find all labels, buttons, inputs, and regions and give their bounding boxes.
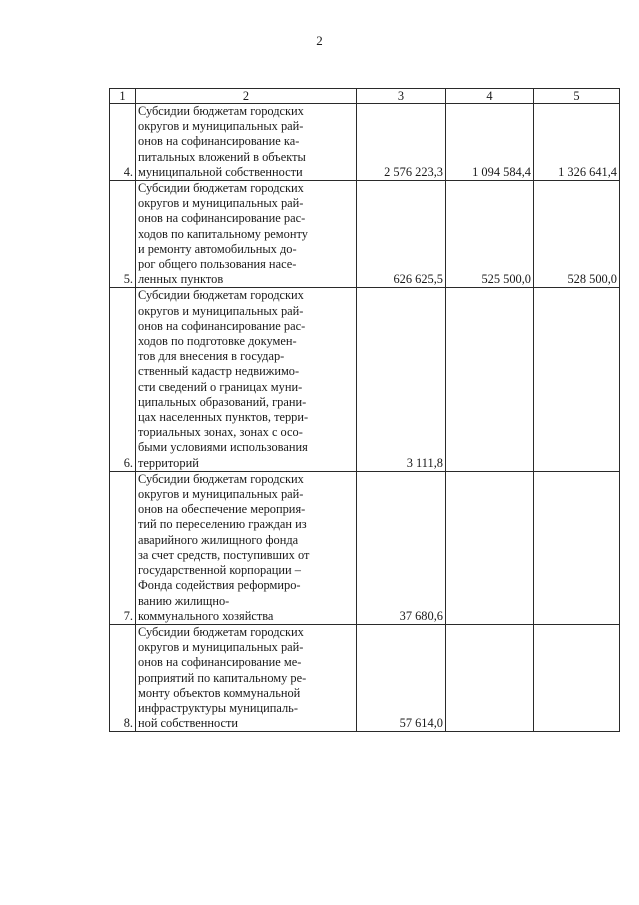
- description-line: Фонда содействия реформиро-: [138, 578, 301, 593]
- description-line: рог общего пользования насе-: [138, 257, 297, 272]
- description-line: цах населенных пунктов, терри-: [138, 410, 309, 425]
- amount-col5: [534, 288, 620, 471]
- description-line: ципальных образований, грани-: [138, 394, 307, 409]
- column-header: 3: [357, 89, 446, 104]
- row-description: [136, 288, 357, 471]
- description-line: сти сведений о границах муни-: [138, 379, 303, 394]
- row-description: [136, 624, 357, 731]
- row-description: [136, 104, 357, 181]
- row-number: 7.: [110, 471, 136, 624]
- table-row: [110, 471, 620, 624]
- description-line: за счет средств, поступивших от: [138, 547, 310, 562]
- row-description: [136, 181, 357, 288]
- amount-col4: 1 094 584,4: [446, 104, 534, 181]
- amount-col4: [446, 288, 534, 471]
- table-row: [110, 181, 620, 288]
- description-line: округов и муниципальных рай-: [138, 119, 304, 134]
- table-row: [110, 624, 620, 731]
- row-number: 6.: [110, 288, 136, 471]
- amount-col5: [534, 624, 620, 731]
- description-line: Субсидии бюджетам городских: [138, 104, 304, 118]
- description-line: территорий: [138, 455, 199, 470]
- description-line: онов на софинансирование рас-: [138, 318, 306, 333]
- description-line: муниципальной собственности: [138, 164, 303, 179]
- description-line: онов на софинансирование ка-: [138, 134, 300, 149]
- description-line: тий по переселению граждан из: [138, 517, 307, 532]
- amount-col3: 2 576 223,3: [357, 104, 446, 181]
- description-line: округов и муниципальных рай-: [138, 640, 304, 655]
- description-line: тов для внесения в государ-: [138, 349, 285, 364]
- description-line: округов и муниципальных рай-: [138, 303, 304, 318]
- amount-col5: 528 500,0: [534, 181, 620, 288]
- amount-col4: [446, 471, 534, 624]
- column-header: 2: [136, 89, 357, 104]
- description-line: Субсидии бюджетам городских: [138, 288, 304, 303]
- description-line: питальных вложений в объекты: [138, 149, 306, 164]
- description-line: округов и муниципальных рай-: [138, 487, 304, 502]
- description-line: округов и муниципальных рай-: [138, 196, 304, 211]
- table-row: [110, 104, 620, 181]
- amount-col3: 626 625,5: [357, 181, 446, 288]
- column-header: 4: [446, 89, 534, 104]
- description-line: ленных пунктов: [138, 272, 224, 287]
- description-line: коммунального хозяйства: [138, 608, 274, 623]
- page-number: 2: [316, 33, 323, 48]
- row-description: [136, 471, 357, 624]
- description-line: ственный кадастр недвижимо-: [138, 364, 300, 379]
- amount-col3: 37 680,6: [357, 471, 446, 624]
- subsidies-table: [109, 88, 620, 732]
- column-header: 5: [534, 89, 620, 104]
- column-header: 1: [110, 89, 136, 104]
- amount-col3: 3 111,8: [357, 288, 446, 471]
- description-line: монту объектов коммунальной: [138, 685, 301, 700]
- description-line: онов на обеспечение мероприя-: [138, 502, 306, 517]
- description-line: ходов по подготовке докумен-: [138, 334, 297, 349]
- amount-col3: 57 614,0: [357, 624, 446, 731]
- description-line: Субсидии бюджетам городских: [138, 181, 304, 196]
- table-header-row: [110, 89, 620, 104]
- description-line: Субсидии бюджетам городских: [138, 624, 304, 639]
- description-line: аварийного жилищного фонда: [138, 532, 299, 547]
- description-line: онов на софинансирование ме-: [138, 655, 302, 670]
- description-line: роприятий по капитальному ре-: [138, 670, 307, 685]
- amount-col4: [446, 624, 534, 731]
- description-line: ходов по капитальному ремонту: [138, 226, 308, 241]
- row-number: 5.: [110, 181, 136, 288]
- amount-col5: [534, 471, 620, 624]
- amount-col5: 1 326 641,4: [534, 104, 620, 181]
- description-line: ториальных зонах, зонах с осо-: [138, 425, 303, 440]
- description-line: быми условиями использования: [138, 440, 308, 455]
- amount-col4: 525 500,0: [446, 181, 534, 288]
- description-line: и ремонту автомобильных до-: [138, 241, 297, 256]
- table-row: [110, 288, 620, 471]
- row-number: 8.: [110, 624, 136, 731]
- description-line: инфраструктуры муниципаль-: [138, 700, 298, 715]
- description-line: ванию жилищно-: [138, 593, 230, 608]
- description-line: ной собственности: [138, 716, 239, 731]
- description-line: Субсидии бюджетам городских: [138, 471, 304, 486]
- description-line: государственной корпорации –: [138, 563, 301, 578]
- row-number: 4.: [110, 104, 136, 181]
- description-line: онов на софинансирование рас-: [138, 211, 306, 226]
